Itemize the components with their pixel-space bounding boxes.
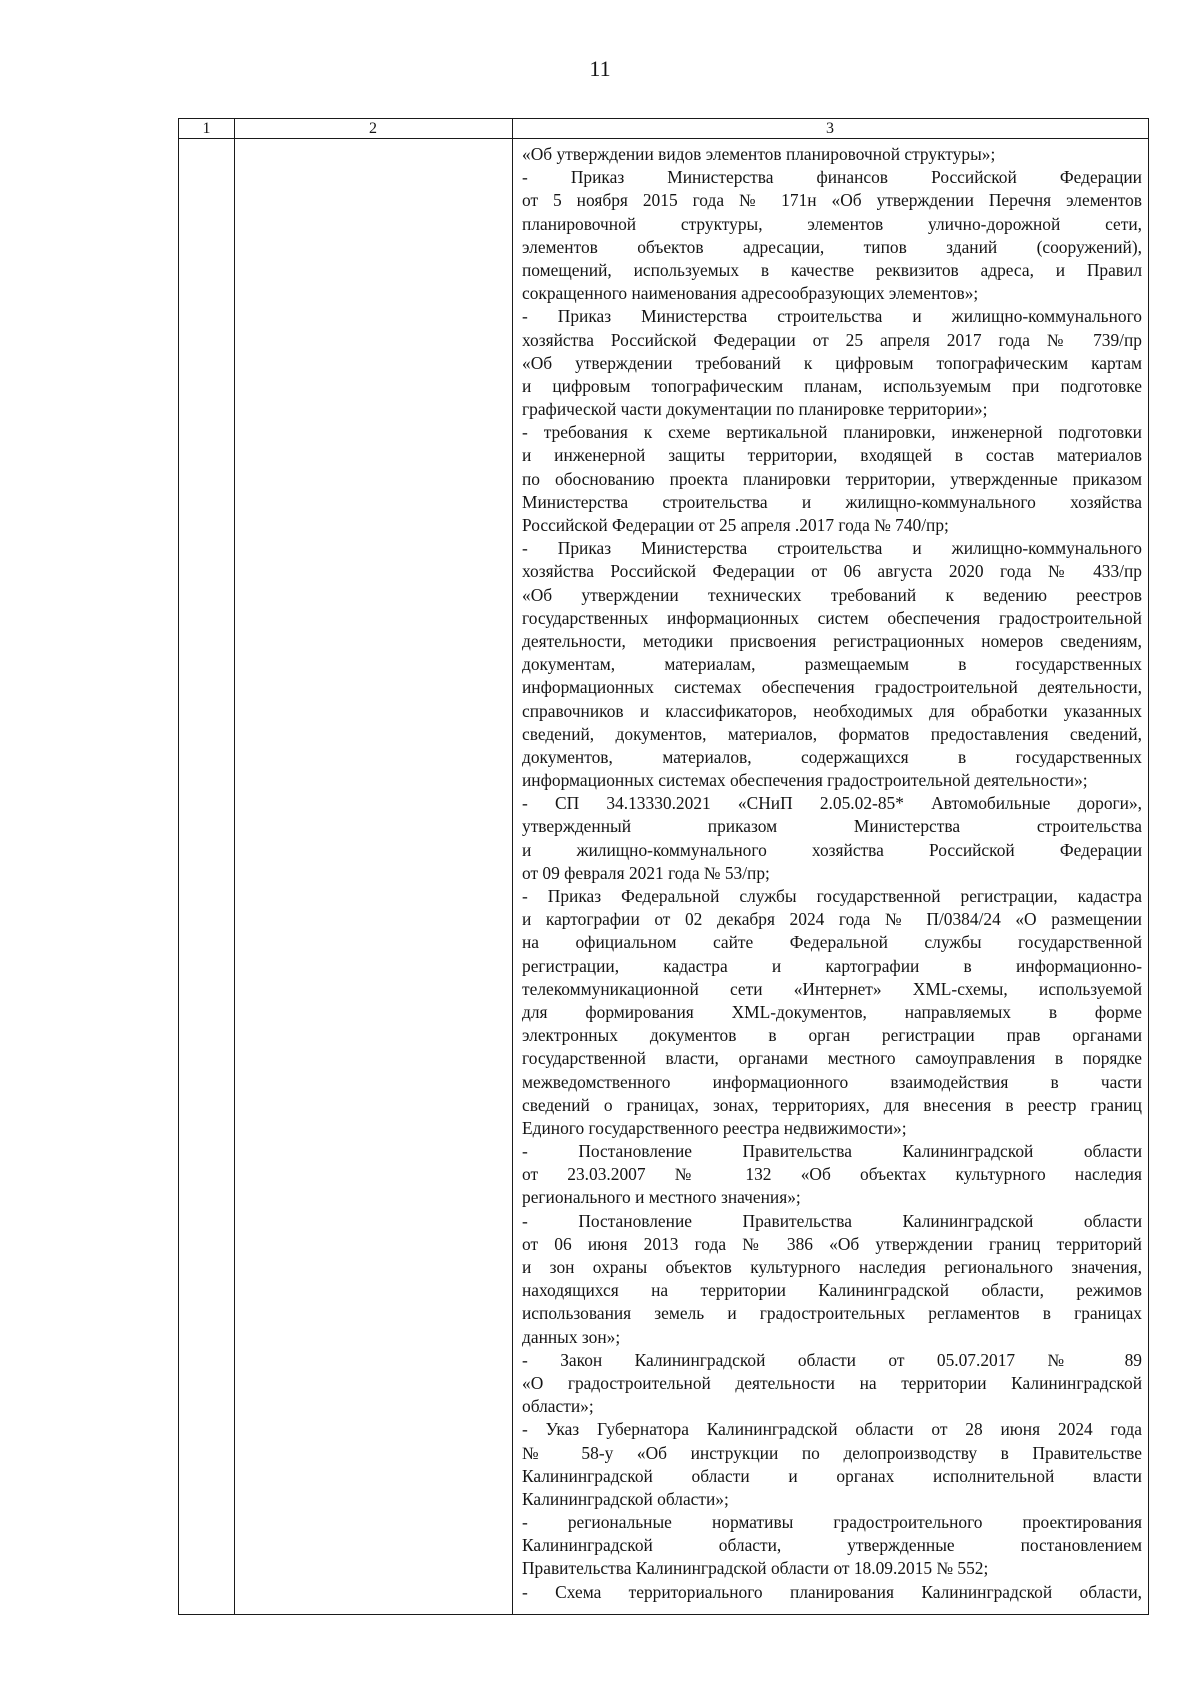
text-line: и жилищно-коммунального хозяйства Российской Федерации <box>522 839 1142 860</box>
text-line: «Об утверждении требований к цифровым топографическим картам <box>522 352 1142 373</box>
table-header-row <box>179 119 1148 139</box>
text-line: использования земель и градостроительных регламентов в границах <box>522 1303 1142 1324</box>
text-line: Российской Федерации от 25 апреля .2017 года № 740/пр; <box>522 515 949 535</box>
text-line: - СП 34.13330.2021 «СНиП 2.05.02-85* Автомобильные дороги», <box>522 793 1142 814</box>
text-line: - региональные нормативы градостроительного проектирования <box>522 1512 1142 1533</box>
page-number: 11 <box>589 56 611 81</box>
column-header-3: 3 <box>826 120 834 137</box>
text-line: от 23.03.2007 № 132 «Об объектах культурного наследия <box>522 1164 1142 1185</box>
text-line: - Закон Калининградской области от 05.07.2017 № 89 <box>522 1349 1142 1370</box>
column-header-1: 1 <box>202 120 211 137</box>
text-line: Калининградской области, утвержденные постановлением <box>522 1535 1142 1556</box>
text-line: данных зон»; <box>522 1326 621 1347</box>
text-line: - Схема территориального планирования Калининградской области, <box>522 1581 1142 1602</box>
text-line: сведений, документов, материалов, форматов предоставления сведений, <box>522 723 1142 744</box>
text-line: документам, материалам, размещаемым в государственных <box>522 654 1142 675</box>
text-line: и инженерной защиты территории, входящей в состав материалов <box>522 445 1142 466</box>
column-divider-2 <box>512 119 513 1614</box>
text-line: находящихся на территории Калининградской области, режимов <box>522 1280 1142 1301</box>
text-line: от 09 февраля 2021 года № 53/пр; <box>522 862 770 883</box>
text-line: регистрации, кадастра и картографии в информационно- <box>522 955 1142 976</box>
text-line: графической части документации по планировке территории»; <box>522 399 988 420</box>
text-line: документов, материалов, содержащихся в государственных <box>522 746 1142 767</box>
text-line: межведомственного информационного взаимодействия в части <box>522 1071 1142 1092</box>
text-line: «Об утверждении технических требований к ведению реестров <box>522 584 1142 605</box>
text-line: по обоснованию проекта планировки территории, утвержденные приказом <box>522 468 1142 489</box>
text-line: хозяйства Российской Федерации от 06 августа 2020 года № 433/пр <box>522 561 1142 582</box>
text-line: и цифровым топографическим планам, используемым при подготовке <box>522 375 1142 396</box>
text-line: государственной власти, органами местного самоуправления в порядке <box>522 1048 1142 1069</box>
text-line: Единого государственного реестра недвижимости»; <box>522 1117 907 1138</box>
text-line: области»; <box>522 1396 594 1417</box>
text-line: - Постановление Правительства Калининградской области <box>522 1141 1142 1162</box>
text-line: информационных системах обеспечения градостроительной деятельности»; <box>522 770 1088 791</box>
text-line: - Приказ Министерства строительства и жилищно-коммунального <box>522 538 1142 559</box>
text-line: государственных информационных систем обеспечения градостроительной <box>522 607 1142 628</box>
text-line: регионального и местного значения»; <box>522 1187 801 1208</box>
text-line: - Постановление Правительства Калининградской области <box>522 1210 1142 1231</box>
text-line: справочников и классификаторов, необходимых для обработки указанных <box>522 700 1142 721</box>
text-line: электронных документов в орган регистрации прав органами <box>522 1025 1142 1046</box>
text-line: № 58-у «Об инструкции по делопроизводству в Правительстве <box>522 1442 1142 1463</box>
text-line: хозяйства Российской Федерации от 25 апреля 2017 года № 739/пр <box>522 329 1142 350</box>
text-line: «О градостроительной деятельности на территории Калининградской <box>522 1372 1142 1393</box>
text-line: Калининградской области и органах исполнительной власти <box>522 1465 1142 1486</box>
text-line: Министерства строительства и жилищно-коммунального хозяйства <box>522 491 1142 512</box>
document-table <box>178 118 1149 1615</box>
text-line: «Об утверждении видов элементов планировочной структуры»; <box>522 144 996 164</box>
column-3-content <box>522 143 1142 1604</box>
text-line: сведений о границах, зонах, территориях, для внесения в реестр границ <box>522 1094 1142 1115</box>
text-line: помещений, используемых в качестве реквизитов адреса, и Правил <box>522 259 1142 280</box>
text-line: от 5 ноября 2015 года № 171н «Об утверждении Перечня элементов <box>522 190 1142 211</box>
text-line: от 06 июня 2013 года № 386 «Об утверждении границ территорий <box>522 1233 1142 1254</box>
text-line: телекоммуникационной сети «Интернет» XML-схемы, используемой <box>522 978 1142 999</box>
column-divider-1 <box>234 119 235 1614</box>
column-header-2: 2 <box>369 120 377 137</box>
text-line: и зон охраны объектов культурного наследия регионального значения, <box>522 1257 1142 1277</box>
text-line: на официальном сайте Федеральной службы государственной <box>522 932 1142 953</box>
text-line: информационных системах обеспечения градостроительной деятельности, <box>522 677 1142 698</box>
text-line: Калининградской области»; <box>522 1488 729 1509</box>
text-line: - Приказ Министерства строительства и жилищно-коммунального <box>522 306 1142 327</box>
text-line: планировочной структуры, элементов улично-дорожной сети, <box>522 213 1142 234</box>
text-line: Правительства Калининградской области от 18.09.2015 № 552; <box>522 1558 989 1579</box>
text-line: - требования к схеме вертикальной планировки, инженерной подготовки <box>522 422 1142 443</box>
text-line: - Приказ Министерства финансов Российской Федерации <box>522 167 1142 188</box>
text-line: деятельности, методики присвоения регистрационных номеров сведениям, <box>522 630 1142 651</box>
text-line: сокращенного наименования адресообразующих элементов»; <box>522 283 979 304</box>
text-line: для формирования XML-документов, направляемых в форме <box>522 1001 1142 1022</box>
text-line: утвержденный приказом Министерства строительства <box>522 816 1142 837</box>
text-line: - Указ Губернатора Калининградской области от 28 июня 2024 года <box>522 1419 1142 1440</box>
text-line: и картографии от 02 декабря 2024 года № П/0384/24 «О размещении <box>522 909 1142 930</box>
text-line: - Приказ Федеральной службы государственной регистрации, кадастра <box>522 886 1142 906</box>
text-line: элементов объектов адресации, типов зданий (сооружений), <box>522 236 1142 257</box>
